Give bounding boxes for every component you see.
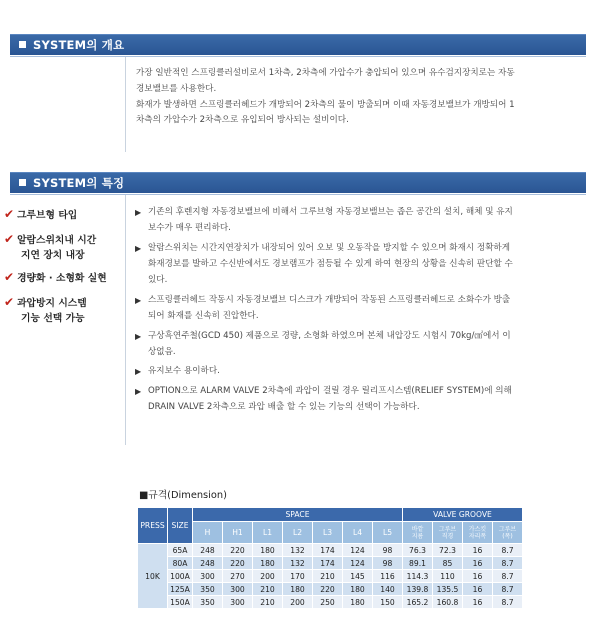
table-cell: 200 xyxy=(283,596,313,609)
table-cell: 180 xyxy=(253,544,283,557)
triangle-bullet-icon: ▶ xyxy=(135,332,142,341)
spec-table xyxy=(137,507,523,609)
table-cell: 8.7 xyxy=(493,583,523,596)
table-row xyxy=(138,570,523,583)
intro-paragraph: 가장 일반적인 스프링클러설비로서 1차측, 2차측에 가압수가 충압되어 있으며 유수검지장치로는 자동경보밸브를 사용한다. xyxy=(136,68,515,94)
table-cell: 16 xyxy=(463,557,493,570)
table-cell: 270 xyxy=(223,570,253,583)
table-cell: 220 xyxy=(223,544,253,557)
divider xyxy=(125,195,126,445)
col-header-groove-diameter: 그루브 직경 xyxy=(433,522,463,544)
table-cell: 140 xyxy=(373,583,403,596)
table-cell: 8.7 xyxy=(493,557,523,570)
table-cell: 210 xyxy=(313,570,343,583)
table-cell: 210 xyxy=(253,596,283,609)
feature-description: ▶ 유지보수 용이하다. xyxy=(135,364,517,380)
table-cell: 98 xyxy=(373,544,403,557)
section-title: SYSTEM의 개요 xyxy=(33,38,125,52)
table-cell: 150A xyxy=(168,596,193,609)
intro-paragraph: 화재가 발생하면 스프링클러헤드가 개방되어 2차측의 물이 방출되며 이때 자동경보밸브가 개방되어 1차측의 가압수가 2차측으로 유입되어 방사되는 설비이다. xyxy=(136,99,515,126)
spec-title: ■규격(Dimension) xyxy=(139,490,227,501)
checkmark-icon: ✔ xyxy=(4,207,15,221)
checkmark-icon: ✔ xyxy=(4,232,15,246)
table-cell: 72.3 xyxy=(433,544,463,557)
table-cell: 110 xyxy=(433,570,463,583)
triangle-bullet-icon: ▶ xyxy=(135,296,142,305)
table-cell: 300 xyxy=(223,596,253,609)
table-row xyxy=(138,596,523,609)
table-cell: 165.2 xyxy=(403,596,433,609)
col-header-l5: L5 xyxy=(373,522,403,544)
col-header-groove: VALVE GROOVE xyxy=(403,508,523,522)
table-cell: 132 xyxy=(283,544,313,557)
col-header-gasket-width: 가스킷 자리폭 xyxy=(463,522,493,544)
table-row xyxy=(138,557,523,570)
table-cell: 170 xyxy=(283,570,313,583)
table-cell: 100A xyxy=(168,570,193,583)
col-header-l2: L2 xyxy=(283,522,313,544)
feature-item: ✔ 알람스위치내 시간 지연 장치 내장 xyxy=(4,232,97,261)
col-header-l3: L3 xyxy=(313,522,343,544)
table-cell: 76.3 xyxy=(403,544,433,557)
table-cell: 200 xyxy=(253,570,283,583)
press-cell: 10K xyxy=(138,544,168,609)
col-header-space: SPACE xyxy=(193,508,403,522)
table-cell: 124 xyxy=(343,557,373,570)
table-cell: 8.7 xyxy=(493,544,523,557)
divider xyxy=(10,194,586,195)
feature-item: ✔ 과압방지 시스템 기능 선택 가능 xyxy=(4,295,87,324)
table-cell: 16 xyxy=(463,583,493,596)
table-cell: 180 xyxy=(253,557,283,570)
table-cell: 248 xyxy=(193,557,223,570)
col-header-groove-width: 그루브 (폭) xyxy=(493,522,523,544)
table-cell: 250 xyxy=(313,596,343,609)
col-header-press: PRESS xyxy=(138,508,168,544)
feature-description: ▶ 알람스위치는 시간지연장치가 내장되어 있어 오보 및 오동작을 방지할 수 있으며 화재시 정확하게 화재경보를 발하고 수신반에서도 경보램프가 점등될 수 있게 하여 현장의 상황을 신속히 판단할 수 있다. xyxy=(135,243,513,285)
col-header-h: H xyxy=(193,522,223,544)
table-cell: 125A xyxy=(168,583,193,596)
checkmark-icon: ✔ xyxy=(4,270,15,284)
table-cell: 116 xyxy=(373,570,403,583)
col-header-outer-diameter: 바깥 지름 xyxy=(403,522,433,544)
table-cell: 139.8 xyxy=(403,583,433,596)
section-header-features xyxy=(10,172,586,193)
table-cell: 180 xyxy=(343,583,373,596)
table-cell: 16 xyxy=(463,596,493,609)
feature-item: ✔ 그루브형 타입 xyxy=(4,207,78,221)
table-cell: 174 xyxy=(313,544,343,557)
table-cell: 8.7 xyxy=(493,570,523,583)
col-header-size: SIZE xyxy=(168,508,193,544)
col-header-l4: L4 xyxy=(343,522,373,544)
table-cell: 220 xyxy=(223,557,253,570)
checkmark-icon: ✔ xyxy=(4,295,15,309)
table-cell: 145 xyxy=(343,570,373,583)
triangle-bullet-icon: ▶ xyxy=(135,244,142,253)
triangle-bullet-icon: ▶ xyxy=(135,367,142,376)
table-cell: 89.1 xyxy=(403,557,433,570)
table-cell: 350 xyxy=(193,583,223,596)
table-cell: 300 xyxy=(193,570,223,583)
feature-description: ▶ OPTION으로 ALARM VALVE 2차측에 과압이 걸릴 경우 릴리프시스템(RELIEF SYSTEM)에 의해 DRAIN VALVE 2차측으로 과압 배출 할 수 있는 기능의 선택이 가능하다. xyxy=(135,386,512,412)
square-bullet-icon xyxy=(19,179,26,186)
section-header-overview xyxy=(10,34,586,55)
square-bullet-icon xyxy=(19,41,26,48)
divider xyxy=(125,57,126,152)
table-row xyxy=(138,583,523,596)
table-cell: 80A xyxy=(168,557,193,570)
triangle-bullet-icon: ▶ xyxy=(135,208,142,217)
triangle-bullet-icon: ▶ xyxy=(135,387,142,396)
divider xyxy=(10,56,586,57)
feature-description: ▶ 구상흑연주철(GCD 450) 제품으로 경량, 소형화 하였으며 본체 내압강도 시험시 70kg/㎠에서 이상없음. xyxy=(135,331,511,357)
table-cell: 174 xyxy=(313,557,343,570)
table-cell: 65A xyxy=(168,544,193,557)
col-header-l1: L1 xyxy=(253,522,283,544)
feature-description: ▶ 스프링클러헤드 작동시 자동경보밸브 디스크가 개방되어 작동된 스프링클러헤드로 소화수가 방출되어 화재를 신속히 진압한다. xyxy=(135,295,511,321)
table-cell: 16 xyxy=(463,544,493,557)
table-cell: 135.5 xyxy=(433,583,463,596)
table-cell: 114.3 xyxy=(403,570,433,583)
table-cell: 160.8 xyxy=(433,596,463,609)
table-cell: 98 xyxy=(373,557,403,570)
table-cell: 210 xyxy=(253,583,283,596)
table-cell: 220 xyxy=(313,583,343,596)
table-row xyxy=(138,544,523,557)
feature-description: ▶ 기존의 후렌지형 자동경보밸브에 비해서 그루브형 자동경보밸브는 좁은 공간의 설치, 해체 및 유지보수가 매우 편리하다. xyxy=(135,207,513,233)
table-cell: 8.7 xyxy=(493,596,523,609)
table-cell: 132 xyxy=(283,557,313,570)
table-cell: 150 xyxy=(373,596,403,609)
intro-text xyxy=(136,66,516,129)
table-cell: 16 xyxy=(463,570,493,583)
feature-item: ✔ 경량화 · 소형화 실현 xyxy=(4,270,107,284)
table-cell: 124 xyxy=(343,544,373,557)
table-cell: 180 xyxy=(283,583,313,596)
table-cell: 180 xyxy=(343,596,373,609)
col-header-h1: H1 xyxy=(223,522,253,544)
table-cell: 350 xyxy=(193,596,223,609)
table-cell: 300 xyxy=(223,583,253,596)
table-cell: 248 xyxy=(193,544,223,557)
section-title: SYSTEM의 특징 xyxy=(33,176,125,190)
table-cell: 85 xyxy=(433,557,463,570)
